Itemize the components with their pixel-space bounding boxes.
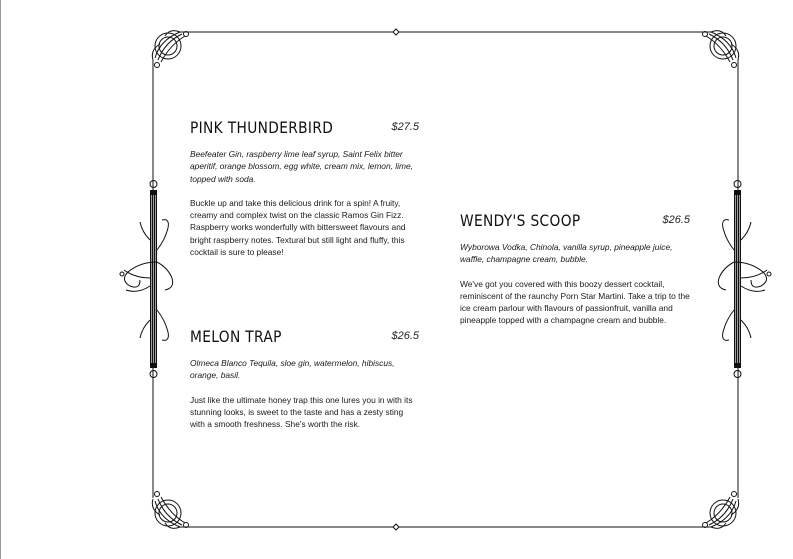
item-price: $26.5: [391, 330, 419, 342]
item-ingredients: Olmeca Blanco Tequila, sloe gin, watermelon, hibiscus, orange, basil.: [190, 358, 395, 381]
item-price: $26.5: [662, 214, 690, 226]
item-description: We've got you covered with this boozy dessert cocktail, reminiscent of the raunchy Porn Star Martini. Take a trip to the ice cream parlour with flavours of passionfruit, vanilla and pineapple topped with a champagne cream and bubble.: [460, 278, 690, 326]
corner-ornament-top-right: [703, 31, 739, 68]
corner-ornament-top-left: [152, 31, 188, 68]
top-center-diamond: [393, 29, 399, 35]
item-name: PINK THUNDERBIRD: [190, 118, 334, 137]
item-price: $27.5: [391, 121, 419, 133]
menu-item-wendys-scoop: [460, 211, 690, 327]
item-description: Just like the ultimate honey trap this one lures you in with its stunning looks, is sweet to the taste and has a zesty sting with a smooth freshness. She's worth the risk.: [190, 394, 413, 430]
item-name: MELON TRAP: [190, 327, 282, 346]
item-ingredients: Wyborowa Vodka, Chinola, vanilla syrup, pineapple juice, waffle, champagne cream, bubble.: [460, 242, 673, 265]
item-description: Buckle up and take this delicious drink for a spin! A fruity, creamy and complex twist on the classic Ramos Gin Fizz. Raspberry works wonderfully with bittersweet flavours and bright raspberry notes. Textural but still light and fluffy, this cocktail is sure to please!: [190, 197, 406, 258]
corner-ornament-bottom-left: [152, 492, 188, 529]
menu-item-pink-thunderbird: [190, 118, 419, 258]
menu-item-melon-trap: [190, 327, 419, 430]
bottom-center-diamond: [393, 524, 399, 530]
side-ornament-right: [718, 181, 771, 378]
side-ornament-left: [120, 181, 173, 378]
item-ingredients: Beefeater Gin, raspberry lime leaf syrup, Saint Felix bitter aperitif, orange blossom, egg white, cream mix, lemon, lime, topped with soda.: [190, 149, 413, 184]
item-name: WENDY'S SCOOP: [460, 211, 581, 230]
corner-ornament-bottom-right: [703, 492, 739, 529]
